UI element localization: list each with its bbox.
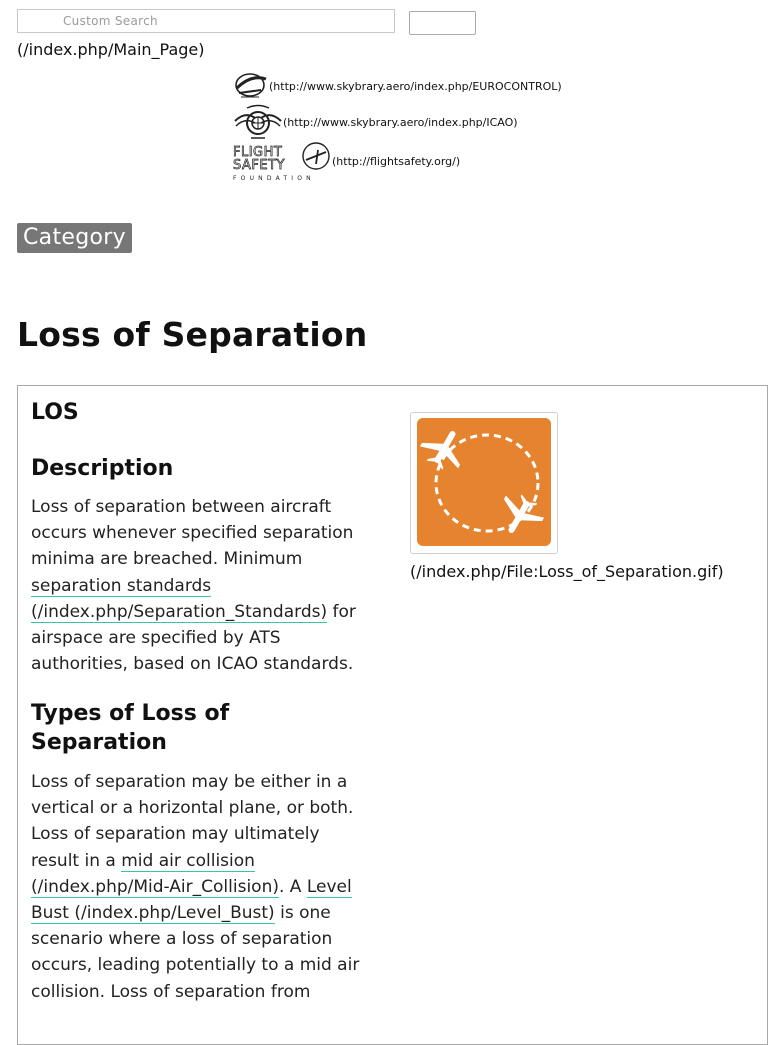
types-heading: Types of Loss of Separation <box>31 701 230 755</box>
loss-of-separation-figure[interactable] <box>410 412 558 554</box>
types-text-3: is one scenario where a loss of separation occurs, leading potentially to a mid air collision. Loss of separation from <box>31 903 360 1002</box>
figure-file-link[interactable]: (/index.php/File:Loss_of_Separation.gif) <box>410 562 724 581</box>
description-text-before: Loss of separation between aircraft occurs whenever specified separation minima are breached. Minimum <box>31 497 354 570</box>
types-paragraph <box>31 769 371 1005</box>
eurocontrol-link[interactable] <box>233 70 562 102</box>
svg-text:FOUNDATION: FOUNDATION <box>233 175 315 182</box>
types-text-2: . A <box>278 876 307 897</box>
flight-safety-foundation-logo-icon <box>232 140 332 182</box>
separation-standards-link[interactable]: separation standards (/index.php/Separation_Standards) <box>31 575 328 622</box>
eurocontrol-logo-icon <box>233 70 269 102</box>
icao-link[interactable] <box>233 103 518 141</box>
abbreviation: LOS <box>31 400 79 425</box>
category-badge[interactable]: Category <box>17 223 132 253</box>
page-title: Loss of Separation <box>17 315 368 354</box>
flight-safety-link[interactable] <box>232 140 460 182</box>
article-infobox <box>17 385 768 1045</box>
flight-safety-url: (http://flightsafety.org/) <box>332 154 461 168</box>
loss-of-separation-icon <box>411 413 557 553</box>
types-text-1: Loss of separation may be either in a vertical or a horizontal plane, or both. Loss of separation may ultimately result in a <box>31 772 354 871</box>
search-input[interactable] <box>17 9 395 33</box>
description-heading: Description <box>31 456 174 481</box>
icao-url: (http://www.skybrary.aero/index.php/ICAO) <box>283 115 518 129</box>
icao-logo-icon <box>233 103 283 141</box>
main-page-link[interactable]: (/index.php/Main_Page) <box>17 40 205 59</box>
search-button[interactable] <box>409 11 476 35</box>
svg-text:SAFETY: SAFETY <box>233 158 285 173</box>
mid-air-collision-link[interactable]: mid air collision (/index.php/Mid-Air_Collision) <box>31 850 279 897</box>
level-bust-link[interactable]: Level Bust (/index.php/Level_Bust) <box>31 876 352 924</box>
description-text-after: for airspace are specified by ATS authorities, based on ICAO standards. <box>31 601 356 675</box>
eurocontrol-url: (http://www.skybrary.aero/index.php/EUROCONTROL) <box>269 79 562 93</box>
description-paragraph <box>31 494 371 677</box>
svg-text:FLIGHT: FLIGHT <box>233 145 283 160</box>
